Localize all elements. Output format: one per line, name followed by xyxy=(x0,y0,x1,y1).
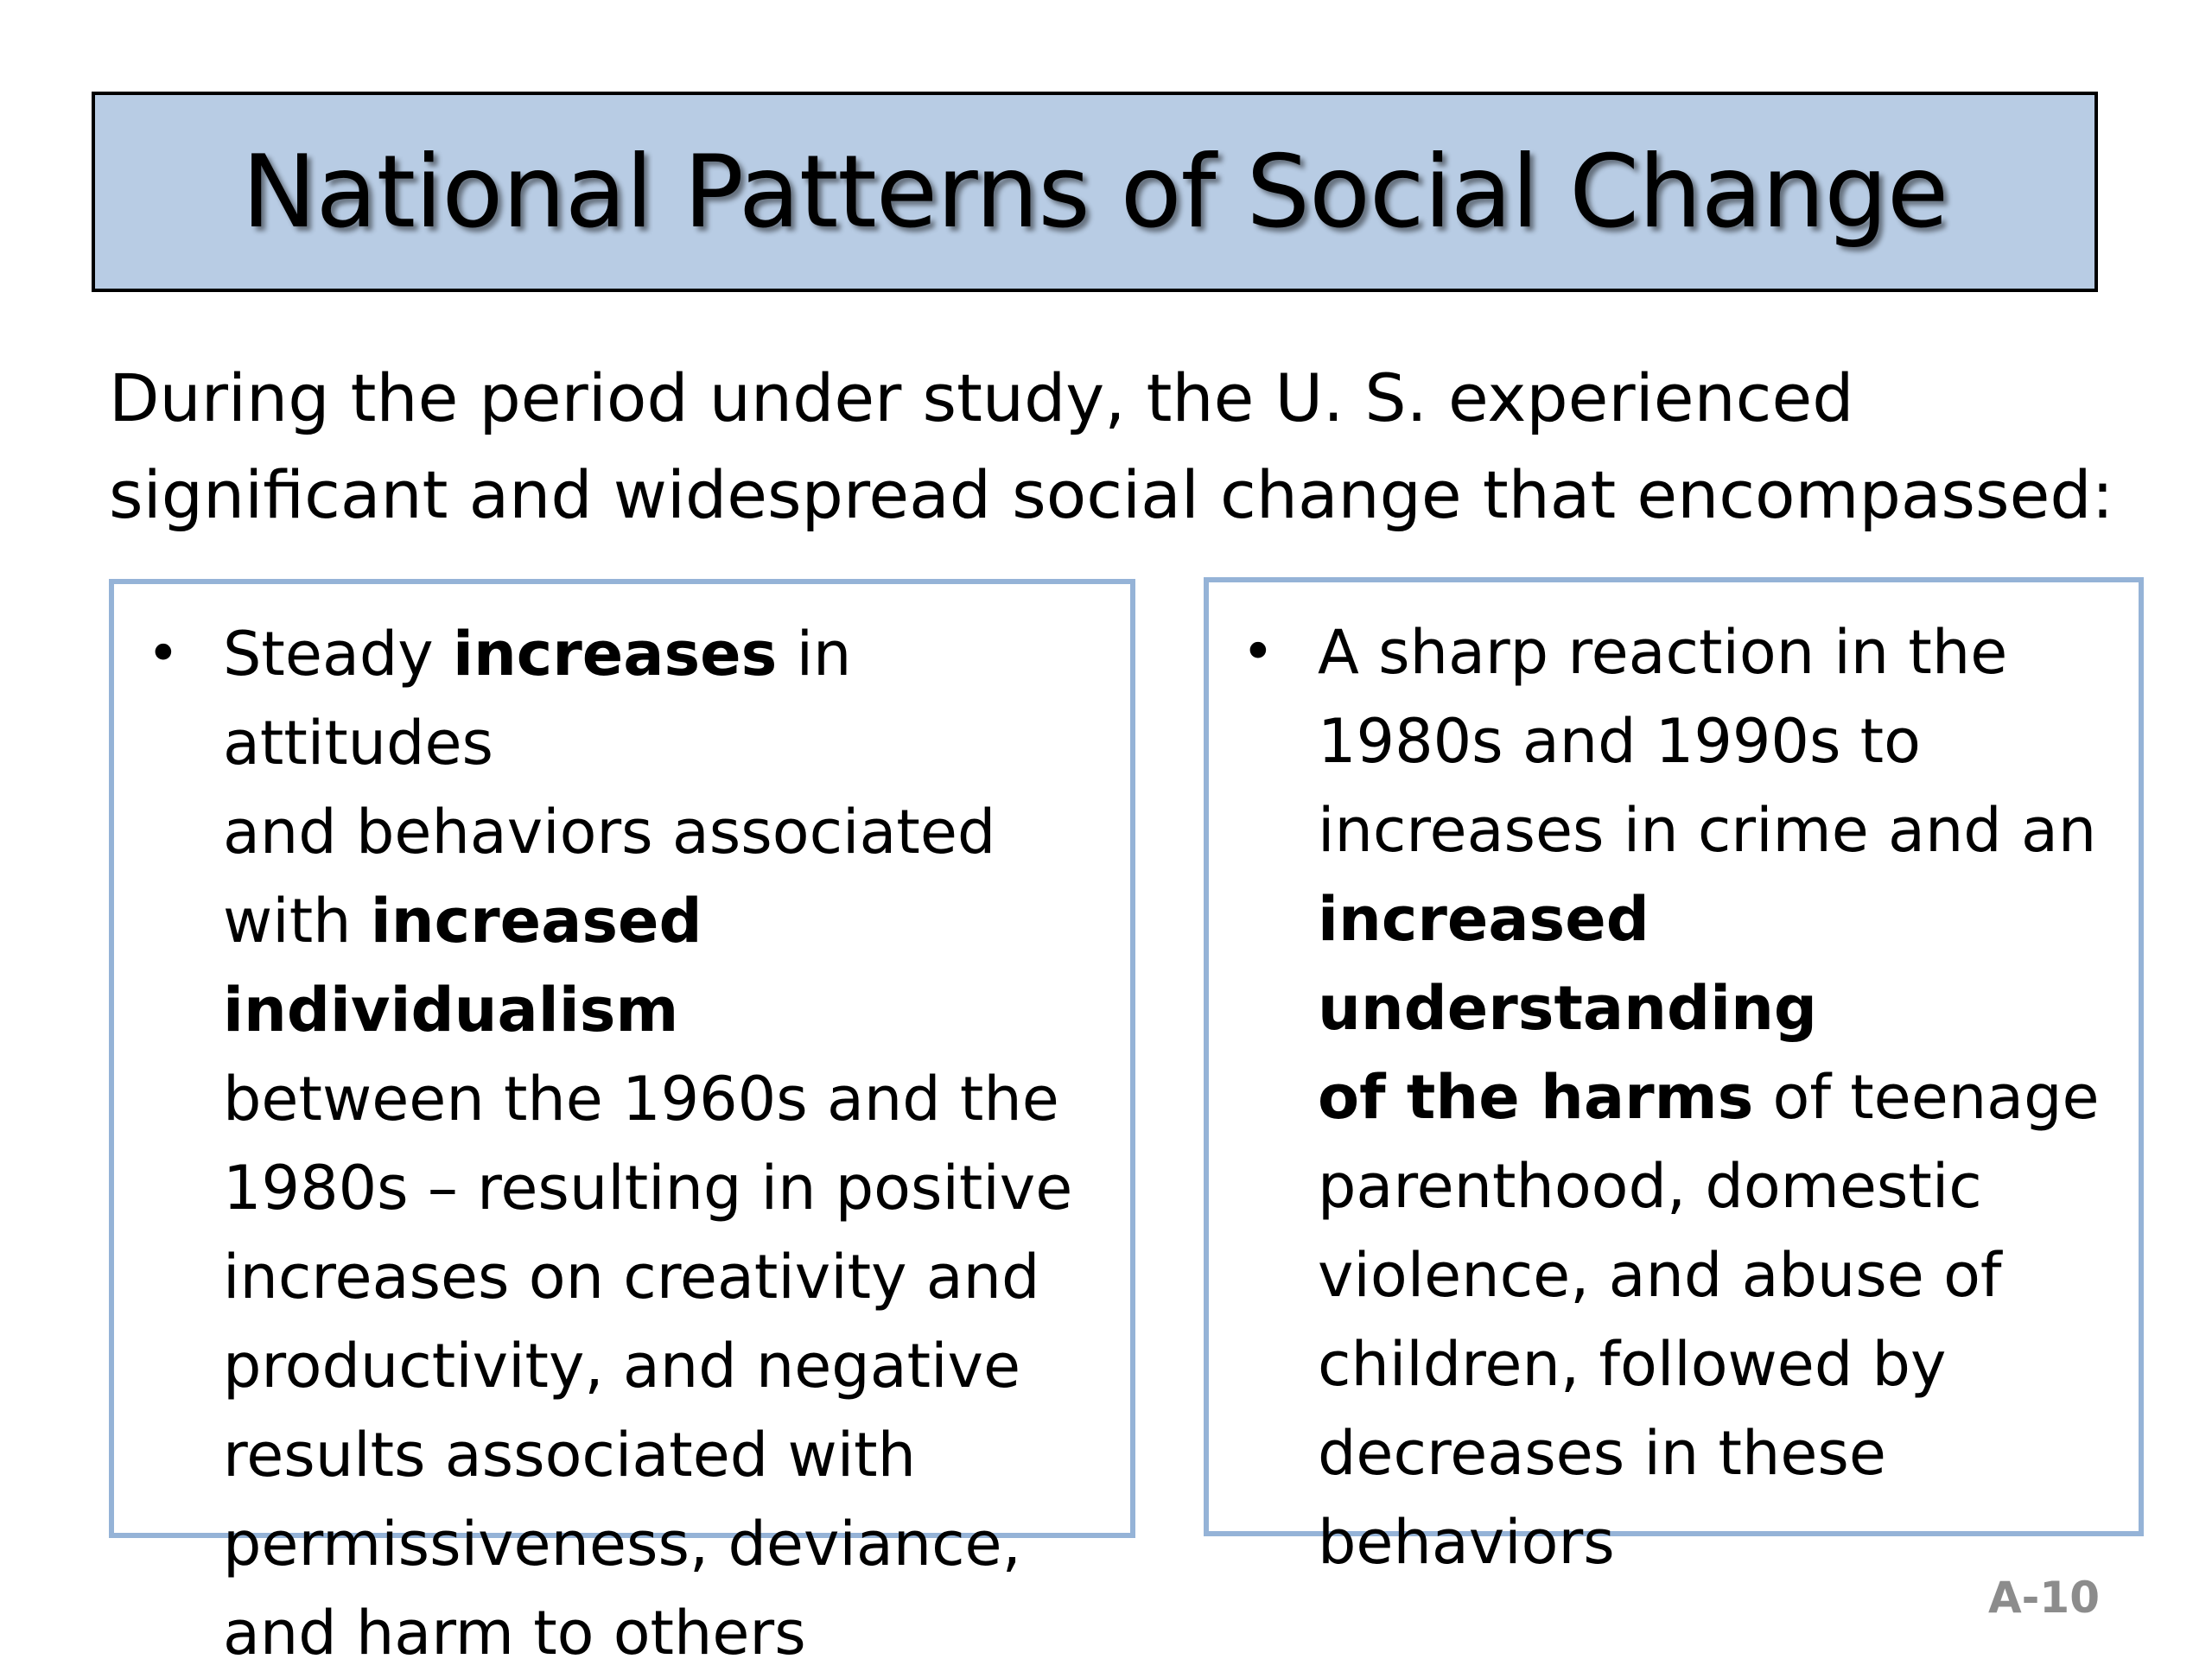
text-segment: and behaviors associated xyxy=(223,797,996,868)
text-segment: violence, and abuse of xyxy=(1318,1240,2002,1311)
left-bullet-text xyxy=(223,610,1130,1678)
intro-line-2: significant and widespread social change that encompassed: xyxy=(109,456,2114,533)
intro-line-1: During the period under study, the U. S. experienced xyxy=(109,359,1854,436)
text-segment: children, followed by xyxy=(1318,1329,1947,1400)
text-segment: permissiveness, deviance, xyxy=(223,1509,1021,1579)
right-column-box xyxy=(1204,577,2144,1578)
text-segment: behaviors xyxy=(1318,1507,1615,1578)
intro-text xyxy=(109,350,2148,543)
text-segment: 1980s and 1990s to xyxy=(1318,706,1921,777)
bullet-icon: • xyxy=(147,622,180,686)
text-segment: with xyxy=(223,886,371,957)
bullet-icon: • xyxy=(1242,620,1274,684)
text-segment: parenthood, domestic xyxy=(1318,1151,1982,1222)
bold-segment: increased individualism xyxy=(223,886,702,1046)
slide-title: National Patterns of Social Change xyxy=(241,133,1948,251)
bold-segment: increases xyxy=(452,619,778,690)
right-bullet-text xyxy=(1318,608,2139,1587)
bold-segment: of the harms xyxy=(1318,1062,1754,1133)
text-segment: productivity, and negative xyxy=(223,1331,1021,1402)
text-segment: decreases in these xyxy=(1318,1418,1886,1489)
text-segment: results associated with xyxy=(223,1420,916,1490)
left-column-box xyxy=(109,579,1135,1668)
slide-number: A-10 xyxy=(1987,1573,2100,1623)
text-segment: of teenage xyxy=(1753,1062,2100,1133)
title-box xyxy=(92,92,2098,292)
text-segment: increases on creativity and xyxy=(223,1242,1040,1313)
text-segment: A sharp reaction in the xyxy=(1318,617,2008,688)
text-segment: Steady xyxy=(223,619,453,690)
text-segment: and harm to others xyxy=(223,1598,806,1668)
text-segment: in attitudes xyxy=(223,619,852,779)
text-segment: between the 1960s and the xyxy=(223,1064,1059,1135)
bold-segment: increased understanding xyxy=(1318,884,1818,1044)
text-segment: 1980s – resulting in positive xyxy=(223,1153,1073,1224)
text-segment: increases in crime and an xyxy=(1318,795,2097,866)
